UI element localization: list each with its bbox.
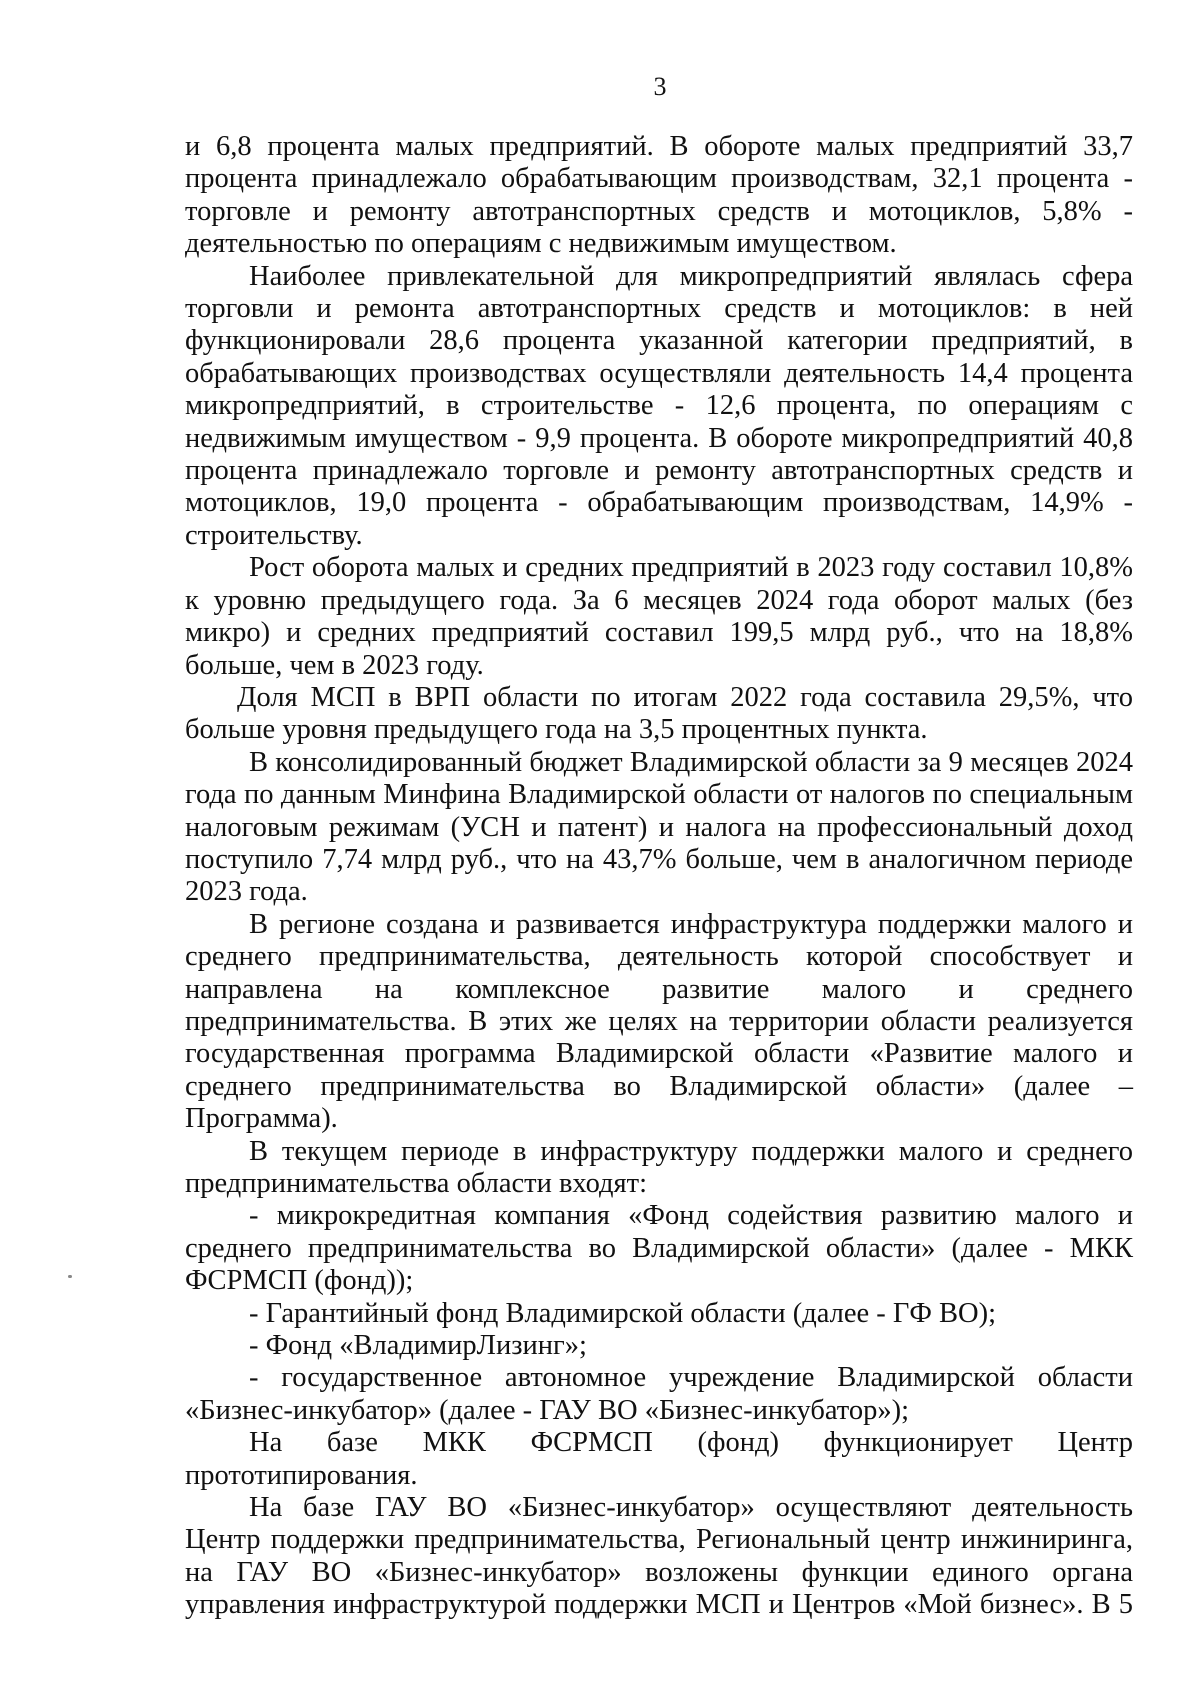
paragraph-4: Доля МСП в ВРП области по итогам 2022 года составила 29,5%, что больше уровня предыдущего года на 3,5 процентных пункта. [185,681,1133,746]
paragraph-prototyping-center: На базе МКК ФСРМСП (фонд) функционирует Центр прототипирования. [185,1427,1133,1491]
paragraph-2: Наиболее привлекательной для микропредприятий являлась сфера торговли и ремонта автотранспортных средств и мотоциклов: в ней функционировали 28,6 процента указанной категории предприятий, в обрабатывающих производствах осуществляли деятельность 14,4 процента микропредприятий, в строительстве - 12,6 процента, по операциям с недвижимым имуществом - 9,9 процента. В обороте микропредприятий 40,8 процента принадлежало торговле и ремонту автотранспортных средств и мотоциклов, 19,0 процента - обрабатывающим производствам, 14,9% - строительству. [185,260,1133,551]
paragraph-3: Рост оборота малых и средних предприятий в 2023 году составил 10,8% к уровню предыдущего года. За 6 месяцев 2024 года оборот малых (без микро) и средних предприятий составил 199,5 млрд руб., что на 18,8% больше, чем в 2023 году. [185,552,1133,681]
document-body [185,131,1133,1622]
list-item-mkk: - микрокредитная компания «Фонд содействия развитию малого и среднего предпринимательства во Владимирской области» (далее - МКК ФСРМСП (фонд)); [185,1200,1133,1297]
list-item-leasing-fund: - Фонд «ВладимирЛизинг»; [249,1330,587,1362]
list-item-business-incubator: - государственное автономное учреждение Владимирской области «Бизнес-инкубатор» (далее - ГАУ ВО «Бизнес-инкубатор»); [185,1362,1133,1426]
page-number: 3 [653,72,667,101]
paragraph-6: В регионе создана и развивается инфраструктура поддержки малого и среднего предпринимательства, деятельность которой способствует и направлена на комплексное развитие малого и среднего предпринимательства. В этих же целях на территории области реализуется государственная программа Владимирской области «Развитие малого и среднего предпринимательства во Владимирской области» (далее – Программа). [185,908,1133,1135]
list-item-guarantee-fund: - Гарантийный фонд Владимирской области (далее - ГФ ВО); [249,1297,997,1329]
scan-speck [68,1275,72,1278]
paragraph-1: и 6,8 процента малых предприятий. В обороте малых предприятий 33,7 процента принадлежало обрабатывающим производствам, 32,1 процента - торговле и ремонту автотранспортных средств и мотоциклов, 5,8% - деятельностью по операциям с недвижимым имуществом. [185,131,1133,260]
paragraph-7: В текущем периоде в инфраструктуру поддержки малого и среднего предпринимательства области входят: [185,1135,1133,1199]
paragraph-incubator-functions: На базе ГАУ ВО «Бизнес-инкубатор» осуществляют деятельность Центр поддержки предпринимательства, Региональный центр инжиниринга, на ГАУ ВО «Бизнес-инкубатор» возложены функции единого органа управления инфраструктурой поддержки МСП и Центров «Мой бизнес». В 5 [185,1492,1133,1621]
paragraph-5: В консолидированный бюджет Владимирской области за 9 месяцев 2024 года по данным Минфина Владимирской области от налогов по специальным налоговым режимам (УСН и патент) и налога на профессиональный доход поступило 7,74 млрд руб., что на 43,7% больше, чем в аналогичном периоде 2023 года. [185,746,1133,908]
